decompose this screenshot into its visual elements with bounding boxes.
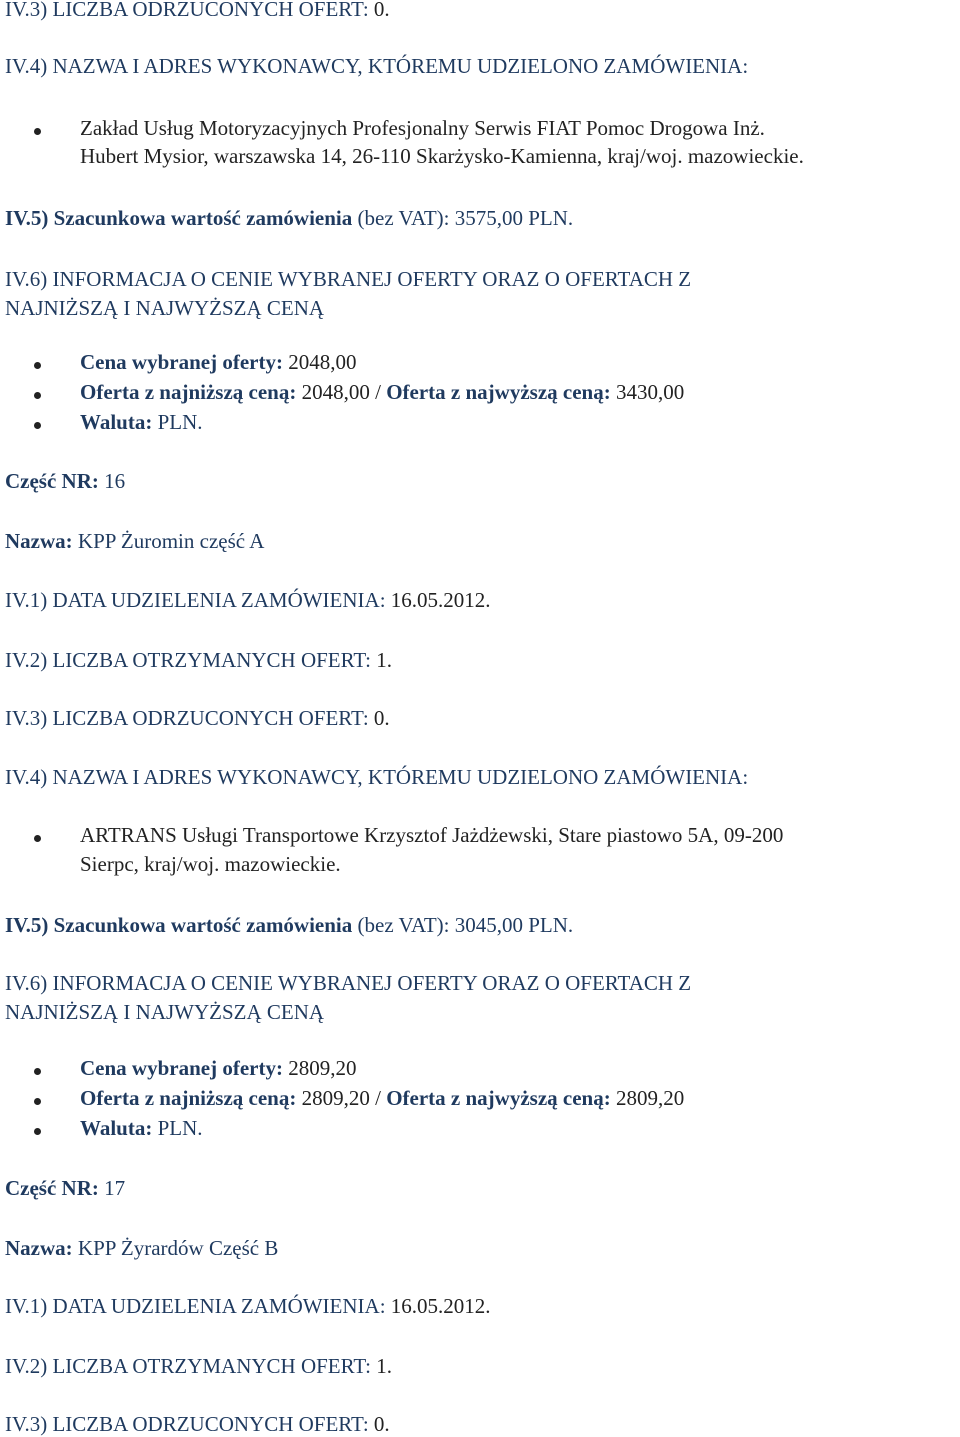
part-name-value: KPP Żyrardów Część B xyxy=(77,1236,279,1260)
received-offers-value: 1. xyxy=(376,648,392,672)
estimated-value-line xyxy=(5,912,573,938)
lowest-offer-label: Oferta z najniższą ceną: xyxy=(80,1086,297,1110)
rejected-offers-value: 0. xyxy=(373,1412,390,1436)
contractor-line-1: Zakład Usług Motoryzacyjnych Profesjonalny Serwis FIAT Pomoc Drogowa Inż. xyxy=(80,116,765,140)
selected-offer-price-label: Cena wybranej oferty: xyxy=(80,1056,283,1080)
currency-value: PLN. xyxy=(157,410,203,434)
contractor-line-2: Hubert Mysior, warszawska 14, 26-110 Skarżysko-Kamienna, kraj/woj. mazowieckie. xyxy=(80,144,804,168)
currency-label: Waluta: xyxy=(80,410,153,434)
selected-offer-price-label: Cena wybranej oferty: xyxy=(80,350,283,374)
part-number-label: Część NR: xyxy=(5,469,99,493)
estimated-value-number: IV.5) xyxy=(5,913,49,937)
offer-range-line xyxy=(80,379,684,405)
received-offers-label: IV.2) LICZBA OTRZYMANYCH OFERT: xyxy=(5,1354,371,1378)
part-name-value: KPP Żuromin część A xyxy=(77,529,265,553)
currency-line xyxy=(80,409,203,435)
currency-line xyxy=(80,1115,203,1141)
part-number-line xyxy=(5,1175,125,1201)
received-offers-line xyxy=(5,647,392,673)
contractor-line-1: ARTRANS Usługi Transportowe Krzysztof Jażdżewski, Stare piastowo 5A, 09-200 xyxy=(80,823,784,847)
rejected-offers-line xyxy=(5,1411,390,1437)
part-name-label: Nazwa: xyxy=(5,529,73,553)
award-date-value: 16.05.2012. xyxy=(390,588,491,612)
estimated-value-label: Szacunkowa wartość zamówienia xyxy=(53,913,353,937)
rejected-offers-line xyxy=(5,0,390,22)
estimated-value-line xyxy=(5,205,573,231)
highest-offer-value: 3430,00 xyxy=(615,380,685,404)
award-date-value: 16.05.2012. xyxy=(390,1294,491,1318)
rejected-offers-value: 0. xyxy=(373,0,390,21)
selected-offer-price-line xyxy=(80,349,356,375)
bullet-icon xyxy=(34,1098,41,1105)
offer-range-line xyxy=(80,1085,684,1111)
highest-offer-label: Oferta z najwyższą ceną: xyxy=(386,380,611,404)
price-info-heading-2: NAJNIŻSZĄ I NAJWYŻSZĄ CENĄ xyxy=(5,1000,325,1024)
award-date-line xyxy=(5,587,491,613)
rejected-offers-value: 0. xyxy=(373,706,390,730)
bullet-icon xyxy=(34,362,41,369)
received-offers-value: 1. xyxy=(376,1354,392,1378)
estimated-value-label: Szacunkowa wartość zamówienia xyxy=(53,206,353,230)
bullet-icon xyxy=(34,1128,41,1135)
lowest-offer-value: 2048,00 / xyxy=(301,380,381,404)
award-date-line xyxy=(5,1293,491,1319)
highest-offer-label: Oferta z najwyższą ceną: xyxy=(386,1086,611,1110)
selected-offer-price-line xyxy=(80,1055,356,1081)
part-name-label: Nazwa: xyxy=(5,1236,73,1260)
part-number-value: 16 xyxy=(104,469,126,493)
selected-offer-price-value: 2809,20 xyxy=(288,1056,357,1080)
part-name-line xyxy=(5,528,264,554)
bullet-icon xyxy=(34,835,41,842)
price-info-heading-1: IV.6) INFORMACJA O CENIE WYBRANEJ OFERTY ORAZ O OFERTACH Z xyxy=(5,267,692,291)
bullet-icon xyxy=(34,392,41,399)
estimated-value-amount: (bez VAT): 3045,00 PLN. xyxy=(357,913,574,937)
part-number-value: 17 xyxy=(104,1176,126,1200)
price-info-heading-1: IV.6) INFORMACJA O CENIE WYBRANEJ OFERTY ORAZ O OFERTACH Z xyxy=(5,971,692,995)
estimated-value-number: IV.5) xyxy=(5,206,49,230)
lowest-offer-value: 2809,20 / xyxy=(301,1086,381,1110)
rejected-offers-label: IV.3) LICZBA ODRZUCONYCH OFERT: xyxy=(5,0,369,21)
currency-value: PLN. xyxy=(157,1116,203,1140)
highest-offer-value: 2809,20 xyxy=(615,1086,685,1110)
rejected-offers-label: IV.3) LICZBA ODRZUCONYCH OFERT: xyxy=(5,706,369,730)
received-offers-label: IV.2) LICZBA OTRZYMANYCH OFERT: xyxy=(5,648,371,672)
award-date-label: IV.1) DATA UDZIELENIA ZAMÓWIENIA: xyxy=(5,1294,386,1318)
price-info-heading-2: NAJNIŻSZĄ I NAJWYŻSZĄ CENĄ xyxy=(5,296,325,320)
part-number-line xyxy=(5,468,125,494)
rejected-offers-line xyxy=(5,705,390,731)
rejected-offers-label: IV.3) LICZBA ODRZUCONYCH OFERT: xyxy=(5,1412,369,1436)
contractor-heading: IV.4) NAZWA I ADRES WYKONAWCY, KTÓREMU UDZIELONO ZAMÓWIENIA: xyxy=(5,54,749,78)
part-name-line xyxy=(5,1235,278,1261)
currency-label: Waluta: xyxy=(80,1116,153,1140)
estimated-value-amount: (bez VAT): 3575,00 PLN. xyxy=(357,206,574,230)
bullet-icon xyxy=(34,128,41,135)
received-offers-line xyxy=(5,1353,392,1379)
contractor-line-2: Sierpc, kraj/woj. mazowieckie. xyxy=(80,852,341,876)
lowest-offer-label: Oferta z najniższą ceną: xyxy=(80,380,297,404)
selected-offer-price-value: 2048,00 xyxy=(288,350,357,374)
bullet-icon xyxy=(34,422,41,429)
award-date-label: IV.1) DATA UDZIELENIA ZAMÓWIENIA: xyxy=(5,588,386,612)
contractor-heading: IV.4) NAZWA I ADRES WYKONAWCY, KTÓREMU UDZIELONO ZAMÓWIENIA: xyxy=(5,765,749,789)
bullet-icon xyxy=(34,1068,41,1075)
part-number-label: Część NR: xyxy=(5,1176,99,1200)
